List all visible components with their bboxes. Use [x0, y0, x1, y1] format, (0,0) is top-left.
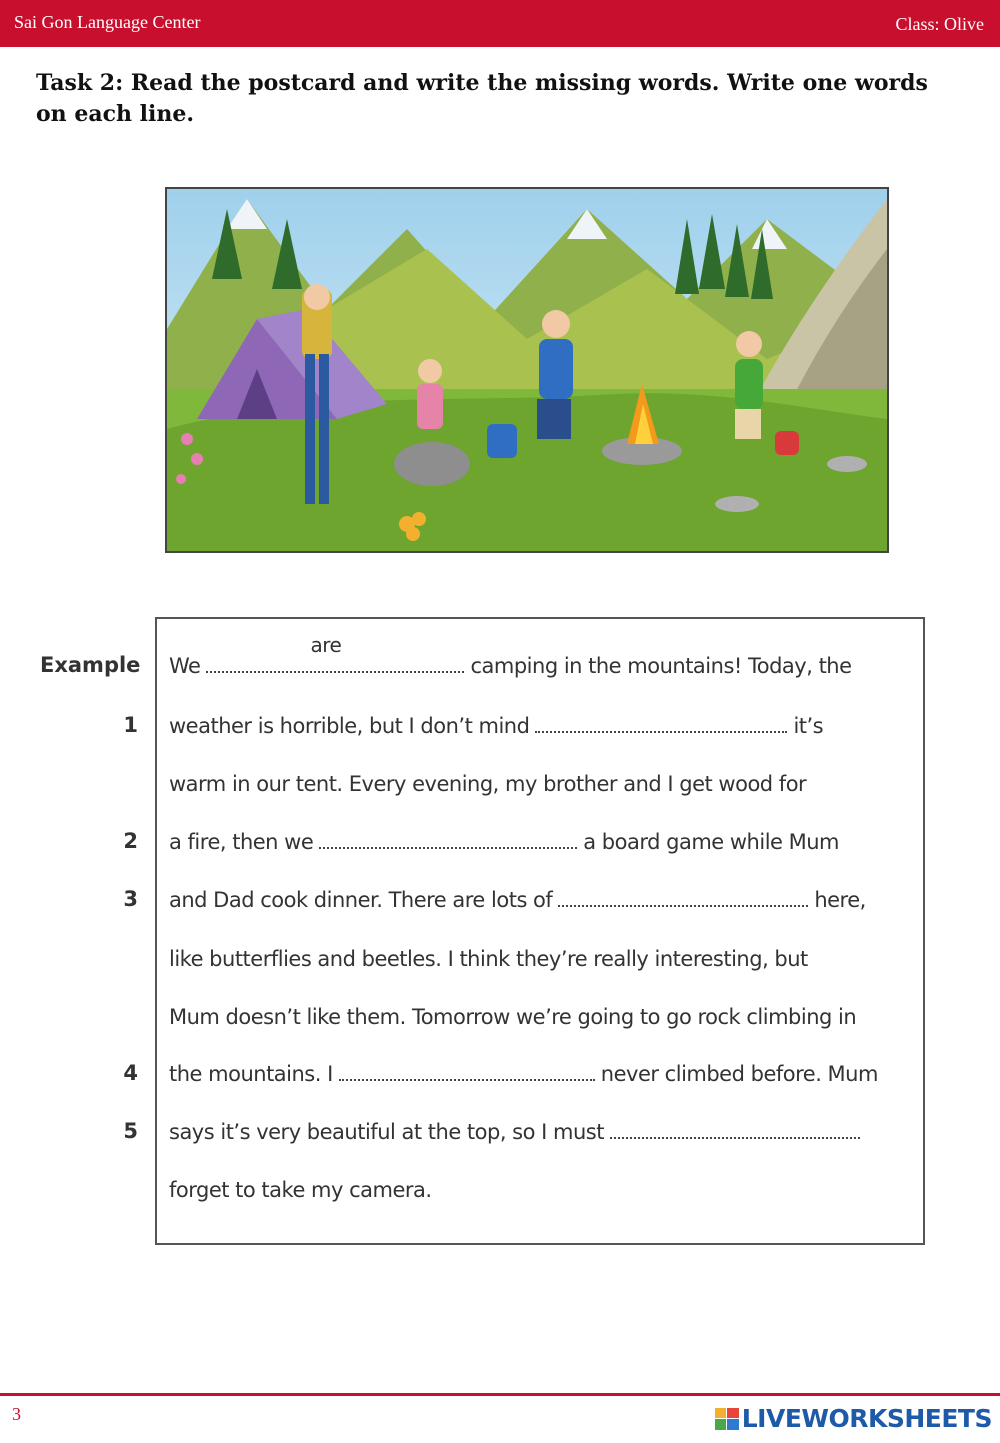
liveworksheets-icon	[715, 1408, 739, 1430]
postcard-line-plain	[169, 1178, 914, 1202]
answer-blank-3[interactable]	[558, 889, 808, 907]
question-number-2: 2	[123, 829, 138, 853]
postcard-line-5	[169, 1120, 914, 1144]
line-text-before: the mountains. I	[169, 1062, 333, 1086]
brand-logo	[715, 1404, 992, 1433]
line-text-after: it’s	[793, 714, 824, 738]
postcard-line-plain	[169, 1005, 914, 1029]
line-text-before: like butterflies and beetles. I think they’re really interesting, but	[169, 947, 808, 971]
question-number-4: 4	[123, 1061, 138, 1085]
postcard-line-2	[169, 830, 914, 854]
postcard-line-example	[169, 633, 914, 678]
line-text-before: weather is horrible, but I don’t mind	[169, 714, 530, 738]
center-name: Sai Gon Language Center	[14, 12, 201, 32]
line-text-after: camping in the mountains! Today, the	[470, 654, 852, 678]
class-label: Class: Olive	[895, 14, 984, 34]
postcard-line-3	[169, 888, 914, 912]
question-number-5: 5	[123, 1119, 138, 1143]
question-number-1: 1	[123, 713, 138, 737]
line-text-after: here,	[814, 888, 866, 912]
line-text-before: We	[169, 654, 201, 678]
example-answer-blank	[206, 633, 464, 673]
line-text-before: Mum doesn’t like them. Tomorrow we’re going to go rock climbing in	[169, 1005, 857, 1029]
answer-blank-4[interactable]	[339, 1063, 595, 1081]
brand-name: LIVEWORKSHEETS	[741, 1404, 992, 1433]
example-answer: are	[310, 633, 342, 657]
question-number-3: 3	[123, 887, 138, 911]
line-text-before: a fire, then we	[169, 830, 314, 854]
camping-illustration	[165, 187, 889, 553]
answer-blank-2[interactable]	[319, 831, 577, 849]
answer-blank-1[interactable]	[535, 715, 787, 733]
line-text-after: never climbed before. Mum	[600, 1062, 878, 1086]
postcard-line-4	[169, 1062, 914, 1086]
line-text-after: a board game while Mum	[583, 830, 840, 854]
task-instruction: Task 2: Read the postcard and write the missing words. Write one words on each line.	[36, 70, 928, 127]
header-bar	[0, 0, 1000, 47]
postcard-line-plain	[169, 947, 914, 971]
line-text-before: and Dad cook dinner. There are lots of	[169, 888, 553, 912]
answer-blank-5[interactable]	[610, 1121, 860, 1139]
postcard-line-1	[169, 714, 914, 738]
example-label: Example	[40, 653, 141, 677]
footer-divider	[0, 1393, 1000, 1396]
line-text-before: says it’s very beautiful at the top, so I must	[169, 1120, 604, 1144]
postcard-box	[155, 617, 925, 1245]
postcard-line-plain	[169, 772, 914, 796]
page-number: 3	[12, 1404, 21, 1424]
line-text-before: warm in our tent. Every evening, my brother and I get wood for	[169, 772, 807, 796]
line-text-before: forget to take my camera.	[169, 1178, 432, 1202]
